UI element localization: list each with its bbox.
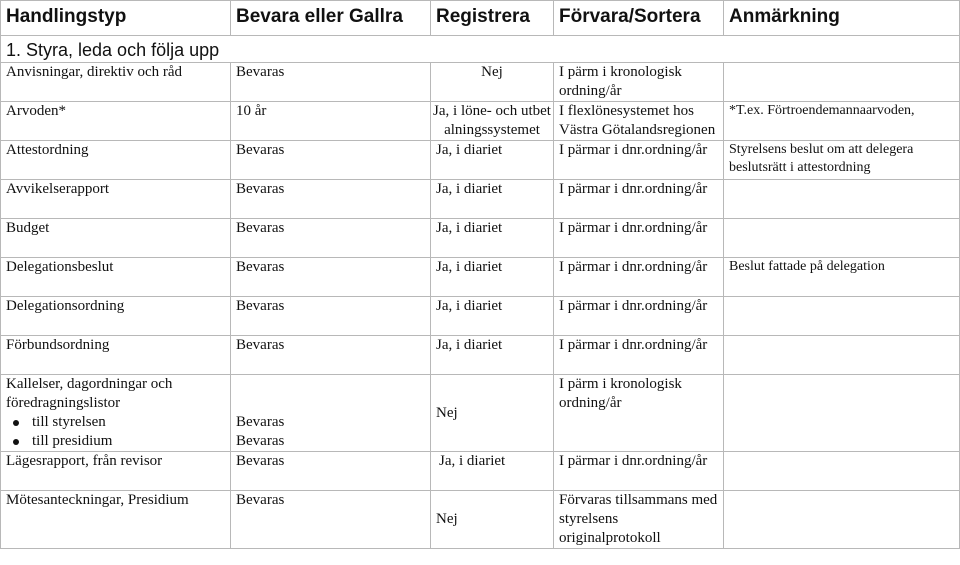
table-row <box>1 258 960 297</box>
cell-registrera: Nej <box>431 63 554 102</box>
cell-registrera: Ja, i diariet <box>431 336 554 375</box>
cell-forvara: I pärmar i dnr.ordning/år <box>554 258 724 297</box>
cell-bevara: Bevaras <box>231 452 431 491</box>
cell-handlingstyp <box>1 375 231 452</box>
cell-handlingstyp: Attestordning <box>1 141 231 180</box>
cell-bevara: Bevaras <box>231 258 431 297</box>
bevara-styrelsen: Bevaras <box>236 414 285 430</box>
table-row <box>1 336 960 375</box>
kallelser-title: Kallelser, dagordningar och föredragningslistor <box>6 376 173 411</box>
bevara-presidium: Bevaras <box>236 433 285 449</box>
cell-handlingstyp: Budget <box>1 219 231 258</box>
cell-bevara: Bevaras <box>231 219 431 258</box>
cell-registrera: Ja, i diariet <box>431 452 554 491</box>
header-bevara-gallra: Bevara eller Gallra <box>231 1 431 36</box>
cell-bevara: Bevaras <box>231 297 431 336</box>
cell-forvara: I pärm i kronologisk ordning/år <box>554 375 724 452</box>
cell-registrera: Nej <box>431 375 554 452</box>
cell-forvara: Förvaras tillsammans med styrelsens originalprotokoll <box>554 491 724 549</box>
cell-forvara: I pärmar i dnr.ordning/år <box>554 141 724 180</box>
cell-anmarkning: Beslut fattade på delegation <box>724 258 960 297</box>
cell-registrera: Ja, i diariet <box>431 180 554 219</box>
cell-anmarkning: *T.ex. Förtroendemannaarvoden, <box>724 102 960 141</box>
table-row <box>1 63 960 102</box>
cell-handlingstyp: Förbundsordning <box>1 336 231 375</box>
section-title: 1. Styra, leda och följa upp <box>1 36 960 63</box>
cell-handlingstyp: Delegationsordning <box>1 297 231 336</box>
cell-handlingstyp: Anvisningar, direktiv och råd <box>1 63 231 102</box>
header-anmarkning: Anmärkning <box>724 1 960 36</box>
cell-forvara: I pärmar i dnr.ordning/år <box>554 219 724 258</box>
cell-anmarkning <box>724 491 960 549</box>
cell-anmarkning <box>724 375 960 452</box>
table-row <box>1 219 960 258</box>
sub-item-styrelsen: till styrelsen <box>32 413 230 432</box>
table-row <box>1 452 960 491</box>
cell-handlingstyp: Avvikelserapport <box>1 180 231 219</box>
cell-anmarkning: Styrelsens beslut om att delegera beslutsrätt i attestordning <box>724 141 960 180</box>
cell-forvara: I pärmar i dnr.ordning/år <box>554 336 724 375</box>
cell-forvara: I pärmar i dnr.ordning/år <box>554 297 724 336</box>
cell-anmarkning <box>724 297 960 336</box>
cell-forvara: I flexlönesystemet hos Västra Götalandsregionen <box>554 102 724 141</box>
cell-handlingstyp: Mötesanteckningar, Presidium <box>1 491 231 549</box>
cell-registrera: Ja, i löne- och utbetalningssystemet <box>431 102 554 141</box>
cell-handlingstyp: Arvoden* <box>1 102 231 141</box>
cell-bevara: Bevaras <box>231 63 431 102</box>
cell-registrera: Ja, i diariet <box>431 141 554 180</box>
table-row <box>1 102 960 141</box>
cell-anmarkning <box>724 219 960 258</box>
cell-anmarkning <box>724 336 960 375</box>
section-row <box>1 36 960 63</box>
header-handlingstyp: Handlingstyp <box>1 1 231 36</box>
cell-forvara: I pärmar i dnr.ordning/år <box>554 180 724 219</box>
cell-bevara: Bevaras <box>231 491 431 549</box>
cell-handlingstyp: Delegationsbeslut <box>1 258 231 297</box>
cell-registrera: Nej <box>431 491 554 549</box>
cell-registrera: Ja, i diariet <box>431 219 554 258</box>
cell-bevara: Bevaras <box>231 336 431 375</box>
cell-registrera: Ja, i diariet <box>431 258 554 297</box>
cell-anmarkning <box>724 452 960 491</box>
cell-anmarkning <box>724 180 960 219</box>
cell-bevara: Bevaras <box>231 141 431 180</box>
cell-bevara: 10 år <box>231 102 431 141</box>
cell-registrera: Ja, i diariet <box>431 297 554 336</box>
header-row <box>1 1 960 36</box>
cell-bevara: Bevaras <box>231 180 431 219</box>
cell-bevara <box>231 375 431 452</box>
header-registrera: Registrera <box>431 1 554 36</box>
cell-forvara: I pärm i kronologisk ordning/år <box>554 63 724 102</box>
table-row <box>1 297 960 336</box>
table-row <box>1 180 960 219</box>
kallelser-sublist <box>6 413 230 451</box>
cell-anmarkning <box>724 63 960 102</box>
table-row <box>1 141 960 180</box>
table-row-kallelser <box>1 375 960 452</box>
sub-item-presidium: till presidium <box>32 432 230 451</box>
cell-handlingstyp: Lägesrapport, från revisor <box>1 452 231 491</box>
cell-forvara: I pärmar i dnr.ordning/år <box>554 452 724 491</box>
header-forvara-sortera: Förvara/Sortera <box>554 1 724 36</box>
table-row <box>1 491 960 549</box>
